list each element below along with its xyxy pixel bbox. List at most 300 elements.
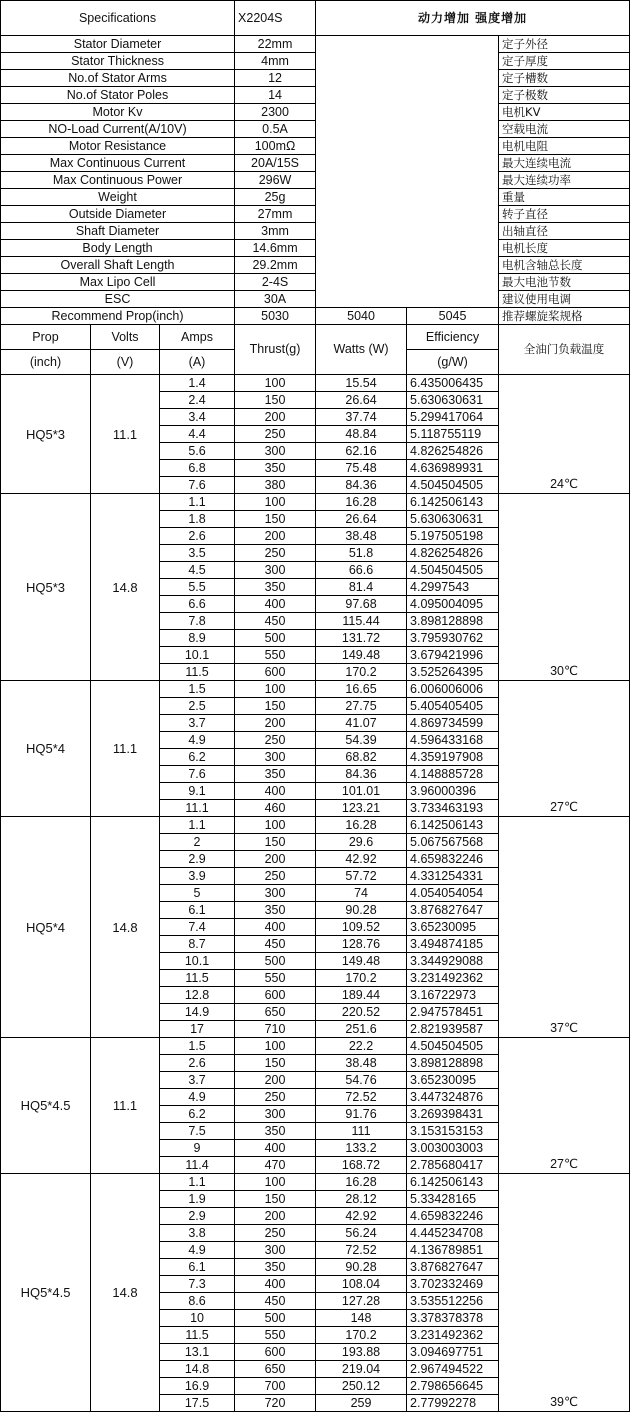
temp-blank xyxy=(499,919,630,936)
watts-value: 29.6 xyxy=(316,834,407,851)
thrust-value: 100 xyxy=(235,1038,316,1055)
thrust-value: 350 xyxy=(235,460,316,477)
temp-blank xyxy=(499,426,630,443)
amps-value: 10.1 xyxy=(160,953,235,970)
watts-value: 189.44 xyxy=(316,987,407,1004)
group-prop: HQ5*4 xyxy=(1,817,91,1038)
temp-blank xyxy=(499,596,630,613)
amps-value: 6.8 xyxy=(160,460,235,477)
spec-row xyxy=(1,104,630,121)
spec-cn-label: 出轴直径 xyxy=(499,223,630,240)
temp-blank xyxy=(499,1378,630,1395)
watts-value: 81.4 xyxy=(316,579,407,596)
amps-value: 3.4 xyxy=(160,409,235,426)
watts-value: 148 xyxy=(316,1310,407,1327)
thrust-value: 550 xyxy=(235,970,316,987)
thrust-value: 450 xyxy=(235,1293,316,1310)
amps-value: 16.9 xyxy=(160,1378,235,1395)
spec-value: 20A/15S xyxy=(235,155,316,172)
spec-row xyxy=(1,155,630,172)
thrust-value: 250 xyxy=(235,868,316,885)
efficiency-value: 3.65230095 xyxy=(407,1072,499,1089)
specifications-label: Specifications xyxy=(1,1,235,36)
amps-value: 7.3 xyxy=(160,1276,235,1293)
amps-value: 9.1 xyxy=(160,783,235,800)
efficiency-value: 4.826254826 xyxy=(407,545,499,562)
watts-value: 16.28 xyxy=(316,817,407,834)
watts-value: 108.04 xyxy=(316,1276,407,1293)
watts-value: 97.68 xyxy=(316,596,407,613)
data-row xyxy=(1,817,630,834)
recommend-prop: 5030 xyxy=(235,308,316,325)
recommend-prop: 5040 xyxy=(316,308,407,325)
thrust-value: 350 xyxy=(235,1123,316,1140)
amps-value: 2.6 xyxy=(160,528,235,545)
group-volts: 11.1 xyxy=(91,681,160,817)
thrust-value: 600 xyxy=(235,1344,316,1361)
thrust-value: 150 xyxy=(235,392,316,409)
thrust-value: 400 xyxy=(235,596,316,613)
amps-value: 4.5 xyxy=(160,562,235,579)
amps-value: 11.1 xyxy=(160,800,235,817)
thrust-value: 150 xyxy=(235,834,316,851)
amps-value: 3.7 xyxy=(160,1072,235,1089)
group-temp: 39℃ xyxy=(499,1395,630,1412)
amps-value: 1.4 xyxy=(160,375,235,392)
efficiency-value: 6.142506143 xyxy=(407,1174,499,1191)
temp-blank xyxy=(499,1123,630,1140)
amps-value: 17 xyxy=(160,1021,235,1038)
col-prop-unit: (inch) xyxy=(1,350,91,375)
spec-cn-label: 定子外径 xyxy=(499,36,630,53)
group-volts: 14.8 xyxy=(91,1174,160,1412)
spec-row xyxy=(1,138,630,155)
thrust-value: 300 xyxy=(235,443,316,460)
efficiency-value: 6.006006006 xyxy=(407,681,499,698)
efficiency-value: 4.504504505 xyxy=(407,562,499,579)
temp-blank xyxy=(499,1004,630,1021)
amps-value: 13.1 xyxy=(160,1344,235,1361)
watts-value: 149.48 xyxy=(316,647,407,664)
group-volts: 14.8 xyxy=(91,817,160,1038)
amps-value: 6.1 xyxy=(160,902,235,919)
thrust-value: 720 xyxy=(235,1395,316,1412)
amps-value: 14.9 xyxy=(160,1004,235,1021)
watts-value: 84.36 xyxy=(316,477,407,494)
efficiency-value: 4.826254826 xyxy=(407,443,499,460)
efficiency-value: 3.679421996 xyxy=(407,647,499,664)
efficiency-value: 5.630630631 xyxy=(407,511,499,528)
temp-blank xyxy=(499,1208,630,1225)
temp-blank xyxy=(499,698,630,715)
efficiency-value: 4.504504505 xyxy=(407,477,499,494)
watts-value: 56.24 xyxy=(316,1225,407,1242)
group-temp: 27℃ xyxy=(499,800,630,817)
efficiency-value: 2.77992278 xyxy=(407,1395,499,1412)
amps-value: 7.6 xyxy=(160,477,235,494)
efficiency-value: 3.153153153 xyxy=(407,1123,499,1140)
efficiency-value: 4.869734599 xyxy=(407,715,499,732)
spec-blank-area xyxy=(316,36,499,308)
efficiency-value: 6.142506143 xyxy=(407,494,499,511)
amps-value: 2.9 xyxy=(160,851,235,868)
col-amps-unit: (A) xyxy=(160,350,235,375)
temp-blank xyxy=(499,1344,630,1361)
data-row xyxy=(1,375,630,392)
spec-name: Max Continuous Current xyxy=(1,155,235,172)
spec-value: 0.5A xyxy=(235,121,316,138)
thrust-value: 200 xyxy=(235,715,316,732)
col-volts-header: Volts xyxy=(91,325,160,350)
temp-blank xyxy=(499,460,630,477)
efficiency-value: 2.785680417 xyxy=(407,1157,499,1174)
efficiency-value: 4.445234708 xyxy=(407,1225,499,1242)
watts-value: 15.54 xyxy=(316,375,407,392)
amps-value: 8.6 xyxy=(160,1293,235,1310)
amps-value: 2.6 xyxy=(160,1055,235,1072)
temp-blank xyxy=(499,1140,630,1157)
efficiency-value: 3.003003003 xyxy=(407,1140,499,1157)
temp-blank xyxy=(499,630,630,647)
thrust-value: 550 xyxy=(235,1327,316,1344)
spec-value: 25g xyxy=(235,189,316,206)
temp-blank xyxy=(499,511,630,528)
thrust-value: 470 xyxy=(235,1157,316,1174)
thrust-value: 460 xyxy=(235,800,316,817)
watts-value: 128.76 xyxy=(316,936,407,953)
temp-blank xyxy=(499,834,630,851)
amps-value: 1.5 xyxy=(160,681,235,698)
efficiency-value: 3.378378378 xyxy=(407,1310,499,1327)
efficiency-value: 4.659832246 xyxy=(407,1208,499,1225)
amps-value: 1.9 xyxy=(160,1191,235,1208)
amps-value: 1.5 xyxy=(160,1038,235,1055)
thrust-value: 500 xyxy=(235,630,316,647)
amps-value: 6.1 xyxy=(160,1259,235,1276)
temp-blank xyxy=(499,579,630,596)
data-row xyxy=(1,494,630,511)
efficiency-value: 6.142506143 xyxy=(407,817,499,834)
watts-value: 38.48 xyxy=(316,1055,407,1072)
efficiency-value: 3.733463193 xyxy=(407,800,499,817)
efficiency-value: 4.504504505 xyxy=(407,1038,499,1055)
watts-value: 170.2 xyxy=(316,1327,407,1344)
watts-value: 62.16 xyxy=(316,443,407,460)
thrust-value: 200 xyxy=(235,1208,316,1225)
efficiency-value: 5.067567568 xyxy=(407,834,499,851)
spec-name: ESC xyxy=(1,291,235,308)
spec-row xyxy=(1,36,630,53)
thrust-value: 300 xyxy=(235,1242,316,1259)
thrust-value: 400 xyxy=(235,919,316,936)
thrust-value: 300 xyxy=(235,749,316,766)
watts-value: 54.76 xyxy=(316,1072,407,1089)
efficiency-value: 5.405405405 xyxy=(407,698,499,715)
watts-value: 72.52 xyxy=(316,1242,407,1259)
spec-cn-label: 定子槽数 xyxy=(499,70,630,87)
temp-blank xyxy=(499,953,630,970)
watts-value: 90.28 xyxy=(316,1259,407,1276)
amps-value: 4.9 xyxy=(160,1089,235,1106)
amps-value: 17.5 xyxy=(160,1395,235,1412)
watts-value: 111 xyxy=(316,1123,407,1140)
efficiency-value: 4.659832246 xyxy=(407,851,499,868)
temp-blank xyxy=(499,1038,630,1055)
amps-value: 4.9 xyxy=(160,732,235,749)
efficiency-value: 2.798656645 xyxy=(407,1378,499,1395)
col-temp-header: 全油门负载温度 xyxy=(499,325,630,375)
thrust-value: 550 xyxy=(235,647,316,664)
spec-value: 14 xyxy=(235,87,316,104)
thrust-value: 250 xyxy=(235,1089,316,1106)
amps-value: 6.2 xyxy=(160,1106,235,1123)
spec-row xyxy=(1,53,630,70)
spec-row xyxy=(1,87,630,104)
spec-value: 12 xyxy=(235,70,316,87)
amps-value: 1.1 xyxy=(160,1174,235,1191)
amps-value: 2 xyxy=(160,834,235,851)
amps-value: 11.5 xyxy=(160,1327,235,1344)
model-name: X2204S xyxy=(235,1,316,36)
group-temp: 37℃ xyxy=(499,1021,630,1038)
amps-value: 4.9 xyxy=(160,1242,235,1259)
thrust-value: 150 xyxy=(235,1055,316,1072)
temp-blank xyxy=(499,443,630,460)
spec-cn-label: 电机长度 xyxy=(499,240,630,257)
temp-blank xyxy=(499,1310,630,1327)
efficiency-value: 3.535512256 xyxy=(407,1293,499,1310)
spec-name: Shaft Diameter xyxy=(1,223,235,240)
amps-value: 2.5 xyxy=(160,698,235,715)
watts-value: 84.36 xyxy=(316,766,407,783)
spec-cn-label: 转子直径 xyxy=(499,206,630,223)
thrust-value: 150 xyxy=(235,1191,316,1208)
efficiency-value: 3.094697751 xyxy=(407,1344,499,1361)
spec-cn-label: 电机含轴总长度 xyxy=(499,257,630,274)
thrust-value: 250 xyxy=(235,426,316,443)
watts-value: 22.2 xyxy=(316,1038,407,1055)
watts-value: 57.72 xyxy=(316,868,407,885)
col-efficiency-header: Efficiency xyxy=(407,325,499,350)
temp-blank xyxy=(499,613,630,630)
amps-value: 7.6 xyxy=(160,766,235,783)
spec-value: 14.6mm xyxy=(235,240,316,257)
watts-value: 168.72 xyxy=(316,1157,407,1174)
temp-blank xyxy=(499,1072,630,1089)
watts-value: 90.28 xyxy=(316,902,407,919)
watts-value: 259 xyxy=(316,1395,407,1412)
spec-cn-label: 定子厚度 xyxy=(499,53,630,70)
efficiency-value: 3.898128898 xyxy=(407,613,499,630)
data-row xyxy=(1,1174,630,1191)
amps-value: 6.2 xyxy=(160,749,235,766)
temp-blank xyxy=(499,936,630,953)
watts-value: 37.74 xyxy=(316,409,407,426)
watts-value: 38.48 xyxy=(316,528,407,545)
recommend-cn-label: 推荐螺旋桨规格 xyxy=(499,308,630,325)
amps-value: 3.7 xyxy=(160,715,235,732)
thrust-value: 300 xyxy=(235,885,316,902)
thrust-value: 100 xyxy=(235,1174,316,1191)
spec-name: Stator Diameter xyxy=(1,36,235,53)
thrust-value: 100 xyxy=(235,494,316,511)
thrust-value: 380 xyxy=(235,477,316,494)
group-temp: 27℃ xyxy=(499,1157,630,1174)
amps-value: 7.5 xyxy=(160,1123,235,1140)
col-thrust-header: Thrust(g) xyxy=(235,325,316,375)
temp-blank xyxy=(499,409,630,426)
spec-value: 22mm xyxy=(235,36,316,53)
temp-blank xyxy=(499,783,630,800)
amps-value: 10.1 xyxy=(160,647,235,664)
thrust-value: 300 xyxy=(235,562,316,579)
amps-value: 7.4 xyxy=(160,919,235,936)
thrust-value: 450 xyxy=(235,613,316,630)
temp-blank xyxy=(499,1242,630,1259)
thrust-value: 400 xyxy=(235,1276,316,1293)
temp-blank xyxy=(499,1293,630,1310)
efficiency-value: 3.702332469 xyxy=(407,1276,499,1293)
temp-blank xyxy=(499,1276,630,1293)
temp-blank xyxy=(499,1225,630,1242)
watts-value: 68.82 xyxy=(316,749,407,766)
efficiency-value: 4.596433168 xyxy=(407,732,499,749)
thrust-value: 350 xyxy=(235,902,316,919)
thrust-value: 700 xyxy=(235,1378,316,1395)
spec-row xyxy=(1,274,630,291)
temp-blank xyxy=(499,1089,630,1106)
thrust-value: 100 xyxy=(235,375,316,392)
temp-blank xyxy=(499,1106,630,1123)
thrust-value: 500 xyxy=(235,953,316,970)
col-amps-header: Amps xyxy=(160,325,235,350)
temp-blank xyxy=(499,885,630,902)
spec-name: Overall Shaft Length xyxy=(1,257,235,274)
watts-value: 193.88 xyxy=(316,1344,407,1361)
temp-blank xyxy=(499,528,630,545)
temp-blank xyxy=(499,766,630,783)
spec-cn-label: 最大连续功率 xyxy=(499,172,630,189)
spec-name: Weight xyxy=(1,189,235,206)
efficiency-value: 4.148885728 xyxy=(407,766,499,783)
temp-blank xyxy=(499,392,630,409)
watts-value: 28.12 xyxy=(316,1191,407,1208)
spec-name: Max Continuous Power xyxy=(1,172,235,189)
thrust-value: 150 xyxy=(235,698,316,715)
amps-value: 3.9 xyxy=(160,868,235,885)
watts-value: 66.6 xyxy=(316,562,407,579)
watts-value: 250.12 xyxy=(316,1378,407,1395)
amps-value: 10 xyxy=(160,1310,235,1327)
efficiency-value: 3.344929088 xyxy=(407,953,499,970)
temp-blank xyxy=(499,647,630,664)
recommend-label: Recommend Prop(inch) xyxy=(1,308,235,325)
efficiency-value: 3.898128898 xyxy=(407,1055,499,1072)
thrust-value: 400 xyxy=(235,783,316,800)
efficiency-value: 3.16722973 xyxy=(407,987,499,1004)
group-temp: 30℃ xyxy=(499,664,630,681)
spec-value: 29.2mm xyxy=(235,257,316,274)
temp-blank xyxy=(499,970,630,987)
spec-name: No.of Stator Poles xyxy=(1,87,235,104)
spec-name: Motor Resistance xyxy=(1,138,235,155)
col-watts-header: Watts (W) xyxy=(316,325,407,375)
spec-value: 3mm xyxy=(235,223,316,240)
temp-blank xyxy=(499,681,630,698)
amps-value: 5.6 xyxy=(160,443,235,460)
efficiency-value: 3.876827647 xyxy=(407,1259,499,1276)
amps-value: 11.5 xyxy=(160,664,235,681)
watts-value: 75.48 xyxy=(316,460,407,477)
watts-value: 27.75 xyxy=(316,698,407,715)
thrust-value: 600 xyxy=(235,664,316,681)
watts-value: 54.39 xyxy=(316,732,407,749)
watts-value: 41.07 xyxy=(316,715,407,732)
spec-value: 100mΩ xyxy=(235,138,316,155)
efficiency-value: 5.299417064 xyxy=(407,409,499,426)
temp-blank xyxy=(499,494,630,511)
spec-row xyxy=(1,121,630,138)
thrust-value: 200 xyxy=(235,1072,316,1089)
thrust-value: 100 xyxy=(235,681,316,698)
amps-value: 8.9 xyxy=(160,630,235,647)
column-header-row xyxy=(1,325,630,350)
thrust-value: 250 xyxy=(235,545,316,562)
efficiency-value: 3.96000396 xyxy=(407,783,499,800)
data-row xyxy=(1,681,630,698)
temp-blank xyxy=(499,1259,630,1276)
spec-name: NO-Load Current(A/10V) xyxy=(1,121,235,138)
thrust-value: 250 xyxy=(235,732,316,749)
spec-cn-label: 最大电池节数 xyxy=(499,274,630,291)
temp-blank xyxy=(499,987,630,1004)
efficiency-value: 4.331254331 xyxy=(407,868,499,885)
spec-row xyxy=(1,223,630,240)
amps-value: 1.1 xyxy=(160,494,235,511)
efficiency-value: 3.876827647 xyxy=(407,902,499,919)
watts-value: 74 xyxy=(316,885,407,902)
spec-name: Stator Thickness xyxy=(1,53,235,70)
efficiency-value: 5.118755119 xyxy=(407,426,499,443)
spec-value: 296W xyxy=(235,172,316,189)
temp-blank xyxy=(499,545,630,562)
temp-blank xyxy=(499,1191,630,1208)
watts-value: 101.01 xyxy=(316,783,407,800)
watts-value: 115.44 xyxy=(316,613,407,630)
watts-value: 251.6 xyxy=(316,1021,407,1038)
watts-value: 26.64 xyxy=(316,511,407,528)
group-volts: 11.1 xyxy=(91,375,160,494)
thrust-value: 500 xyxy=(235,1310,316,1327)
thrust-value: 600 xyxy=(235,987,316,1004)
temp-blank xyxy=(499,851,630,868)
spec-row xyxy=(1,172,630,189)
efficiency-value: 2.947578451 xyxy=(407,1004,499,1021)
amps-value: 8.7 xyxy=(160,936,235,953)
amps-value: 6.6 xyxy=(160,596,235,613)
temp-blank xyxy=(499,375,630,392)
efficiency-value: 3.269398431 xyxy=(407,1106,499,1123)
watts-value: 127.28 xyxy=(316,1293,407,1310)
spec-cn-label: 电机KV xyxy=(499,104,630,121)
temp-blank xyxy=(499,562,630,579)
watts-value: 170.2 xyxy=(316,664,407,681)
efficiency-value: 3.494874185 xyxy=(407,936,499,953)
watts-value: 42.92 xyxy=(316,851,407,868)
amps-value: 4.4 xyxy=(160,426,235,443)
feature-subtitle: 动力增加 强度增加 xyxy=(316,1,630,36)
watts-value: 123.21 xyxy=(316,800,407,817)
